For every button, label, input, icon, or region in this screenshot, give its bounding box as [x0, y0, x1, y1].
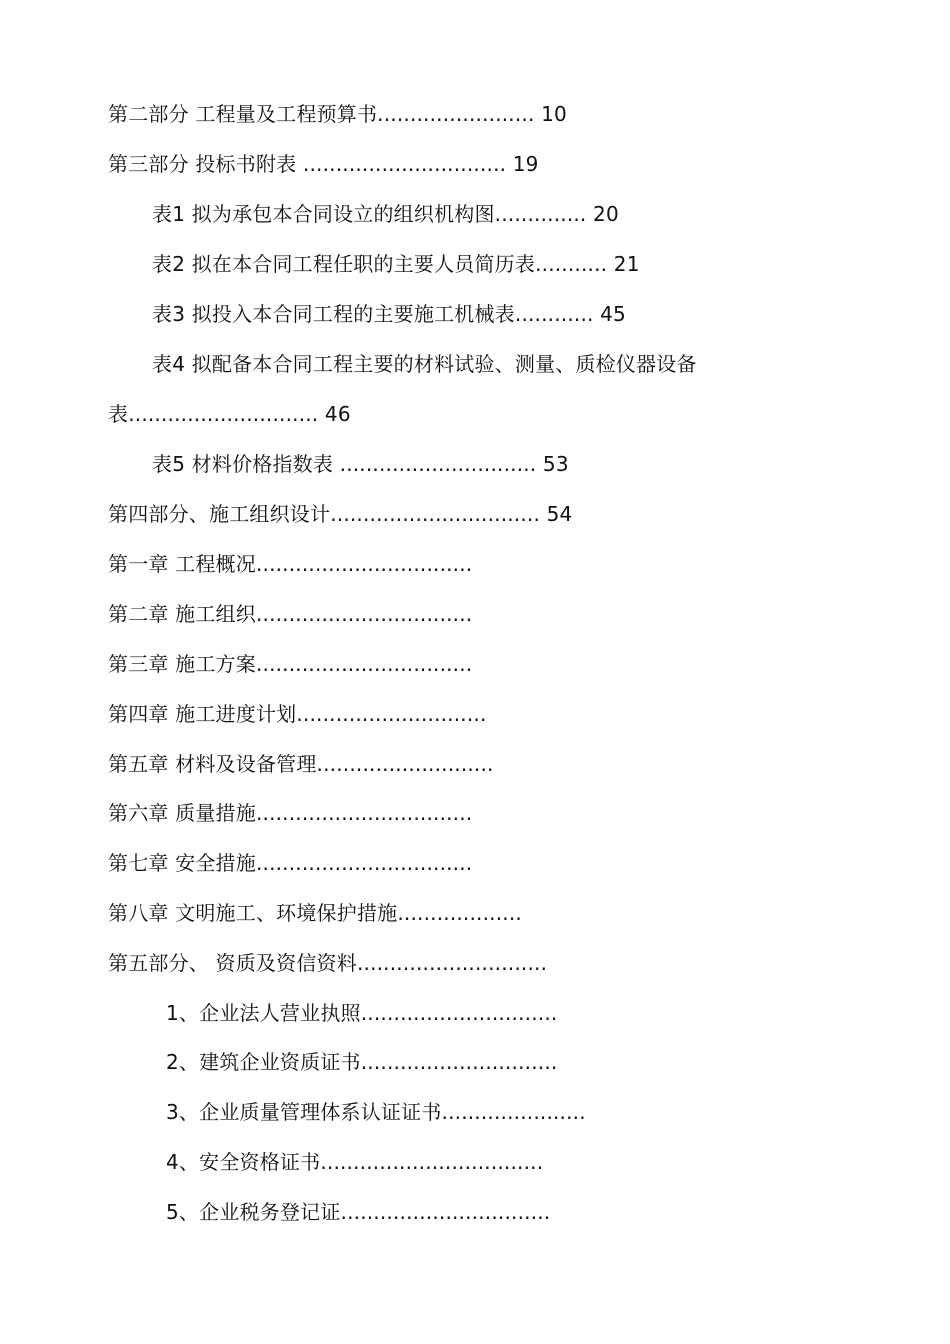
toc-entry-chapter3: 第三章 施工方案................................. [108, 652, 473, 676]
toc-entry-part2: 第二部分 工程量及工程预算书........................ 10 [108, 102, 567, 126]
toc-entry-chapter6: 第六章 质量措施................................. [108, 801, 473, 825]
toc-entry-chapter4: 第四章 施工进度计划............................. [108, 702, 487, 726]
toc-entry-chapter1: 第一章 工程概况................................. [108, 552, 473, 576]
toc-entry-table4: 表4 拟配备本合同工程主要的材料试验、测量、质检仪器设备 [152, 352, 697, 376]
toc-entry-chapter5: 第五章 材料及设备管理........................... [108, 752, 494, 776]
toc-entry-item3: 3、企业质量管理体系认证证书...................... [166, 1100, 586, 1124]
toc-entry-table1: 表1 拟为承包本合同设立的组织机构图.............. 20 [152, 202, 619, 226]
toc-entry-item2: 2、建筑企业资质证书.............................. [166, 1050, 558, 1074]
toc-entry-table2: 表2 拟在本合同工程任职的主要人员简历表........... 21 [152, 252, 640, 276]
toc-entry-item1: 1、企业法人营业执照.............................. [166, 1001, 558, 1025]
toc-entry-part4: 第四部分、施工组织设计................................ 54 [108, 502, 573, 526]
toc-entry-item5: 5、企业税务登记证................................ [166, 1200, 551, 1224]
toc-entry-item4: 4、安全资格证书.................................. [166, 1150, 544, 1174]
toc-entry-table3: 表3 拟投入本合同工程的主要施工机械表............ 45 [152, 302, 626, 326]
toc-entry-table5: 表5 材料价格指数表 .............................. 53 [152, 452, 569, 476]
toc-entry-chapter2: 第二章 施工组织................................. [108, 602, 473, 626]
toc-entry-chapter7: 第七章 安全措施................................. [108, 851, 473, 875]
toc-entry-part5: 第五部分、 资质及资信资料............................. [108, 951, 548, 975]
toc-entry-part3: 第三部分 投标书附表 ............................... 19 [108, 152, 539, 176]
toc-entry-table4-continued: 表............................. 46 [108, 402, 351, 426]
toc-entry-chapter8: 第八章 文明施工、环境保护措施................... [108, 901, 522, 925]
